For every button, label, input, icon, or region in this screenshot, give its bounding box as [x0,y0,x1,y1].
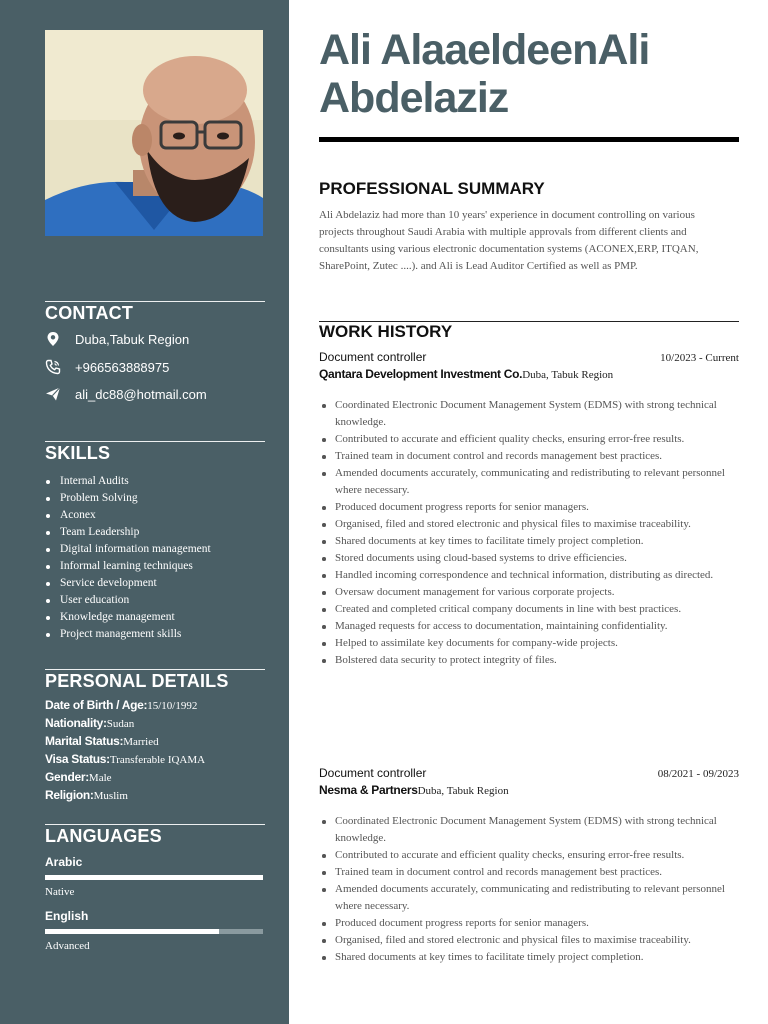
summary-heading: PROFESSIONAL SUMMARY [319,179,545,198]
skill-item: Service development [45,575,265,592]
personal-detail-value: 15/10/1992 [147,700,198,712]
skills-heading: SKILLS [45,443,111,463]
job-duty-item: Produced document progress reports for senior managers. [319,915,739,932]
personal-detail-label: Gender: [45,770,89,784]
skill-item: User education [45,592,265,609]
job-dates: 08/2021 - 09/2023 [657,768,739,780]
job-location: Duba, Tabuk Region [417,785,509,797]
language-item [45,855,265,898]
summary-text: Ali Abdelaziz had more than 10 years' experience in document controlling on various projects throughout Saudi Arabia with multiple approvals from different clients and consultants using various electronic documentation systems (ACONEX,ERP, ITQAN, SharePoint, Zutec ....). and Ali is Lead Auditor Certified as well as PMP. [319,209,699,272]
personal-details-list [45,697,265,805]
job-duty-item: Managed requests for access to documentation, maintaining confidentiality. [319,618,739,635]
skill-item: Project management skills [45,626,265,643]
personal-detail-value: Muslim [93,790,128,802]
job-duty-item: Bolstered data security to protect integrity of files. [319,652,739,669]
job-duty-item: Helped to assimilate key documents for company-wide projects. [319,635,739,652]
name-underline [319,137,739,142]
skill-item: Team Leadership [45,524,265,541]
personal-heading: PERSONAL DETAILS [45,671,229,691]
personal-detail-value: Sudan [106,718,135,730]
job-company-line [319,781,739,799]
language-level: Native [45,886,75,898]
personal-detail-row [45,715,265,733]
skills-list [45,473,265,643]
skill-item: Knowledge management [45,609,265,626]
email-link[interactable]: ali_dc88@hotmail.com [75,386,207,402]
personal-detail-row [45,697,265,715]
skill-item: Informal learning techniques [45,558,265,575]
map-pin-icon [45,331,61,347]
job-duty-item: Created and completed critical company documents in line with best practices. [319,601,739,618]
job-duty-item: Organised, filed and stored electronic and physical files to maximise traceability. [319,932,739,949]
job-duties-list [319,397,739,669]
job-title: Document controller [319,766,427,780]
job-company: Nesma & Partners [319,783,418,797]
language-item [45,909,265,952]
language-proficiency-fill [45,875,263,880]
job-duty-item: Stored documents using cloud-based systems to drive efficiencies. [319,550,739,567]
location-text: Duba,Tabuk Region [75,331,190,347]
contact-phone [45,358,169,376]
personal-detail-label: Nationality: [45,716,107,730]
job-duty-item: Handled incoming correspondence and technical information, distributing as directed. [319,567,739,584]
languages-list [45,855,265,952]
job-duty-item: Shared documents at key times to facilitate timely project completion. [319,533,739,550]
job-duties-list [319,813,739,966]
language-proficiency-bar [45,875,263,880]
work-heading: WORK HISTORY [319,322,453,341]
personal-detail-value: Male [88,772,112,784]
language-proficiency-bar [45,929,263,934]
job-location: Duba, Tabuk Region [522,369,614,381]
job-duty-item: Oversaw document management for various corporate projects. [319,584,739,601]
personal-detail-label: Religion: [45,788,94,802]
candidate-name: Ali AlaaeldeenAli Abdelaziz [319,26,650,122]
contact-divider [45,301,265,302]
job-entry [319,350,739,669]
skills-divider [45,441,265,442]
paper-plane-icon [45,386,61,402]
personal-detail-label: Date of Birth / Age: [45,698,148,712]
personal-detail-value: Transferable IQAMA [109,754,206,766]
personal-detail-row [45,733,265,751]
personal-detail-row [45,769,265,787]
job-duty-item: Trained team in document control and records management best practices. [319,864,739,881]
skill-item: Aconex [45,507,265,524]
job-duty-item: Contributed to accurate and efficient quality checks, ensuring error-free results. [319,847,739,864]
language-name: English [45,909,89,923]
job-duty-item: Coordinated Electronic Document Management System (EDMS) with strong technical knowledge. [319,813,739,847]
phone-text[interactable]: +966563888975 [75,359,170,375]
job-header [319,350,739,364]
contact-section [45,301,265,411]
languages-heading: LANGUAGES [45,826,162,846]
job-entry [319,766,739,966]
contact-location [45,330,189,348]
job-duty-item: Contributed to accurate and efficient quality checks, ensuring error-free results. [319,431,739,448]
job-company: Qantara Development Investment Co. [319,367,523,381]
language-name: Arabic [45,855,83,869]
personal-detail-label: Visa Status: [45,752,110,766]
phone-icon [45,359,61,375]
job-header [319,766,739,780]
contact-heading: CONTACT [45,303,134,323]
skill-item: Problem Solving [45,490,265,507]
personal-detail-label: Marital Status: [45,734,124,748]
languages-section [45,824,265,952]
personal-divider [45,669,265,670]
skills-section [45,441,265,643]
job-duty-item: Amended documents accurately, communicating and redistributing to relevant personnel where necessary. [319,881,739,915]
languages-divider [45,824,265,825]
job-duty-item: Trained team in document control and records management best practices. [319,448,739,465]
job-duty-item: Produced document progress reports for senior managers. [319,499,739,516]
skill-item: Internal Audits [45,473,265,490]
skill-item: Digital information management [45,541,265,558]
language-proficiency-fill [45,929,219,934]
job-title: Document controller [319,350,427,364]
personal-detail-value: Married [123,736,159,748]
personal-detail-row [45,751,265,769]
job-duty-item: Amended documents accurately, communicating and redistributing to relevant personnel where necessary. [319,465,739,499]
sidebar [0,0,289,1024]
job-duty-item: Organised, filed and stored electronic and physical files to maximise traceability. [319,516,739,533]
language-level: Advanced [45,940,90,952]
job-company-line [319,365,739,383]
job-duty-item: Shared documents at key times to facilitate timely project completion. [319,949,739,966]
job-dates: 10/2023 - Current [660,352,739,364]
personal-details-section [45,669,265,805]
job-duty-item: Coordinated Electronic Document Management System (EDMS) with strong technical knowledge. [319,397,739,431]
profile-photo [45,30,263,236]
personal-detail-row [45,787,265,805]
contact-email [45,385,207,403]
